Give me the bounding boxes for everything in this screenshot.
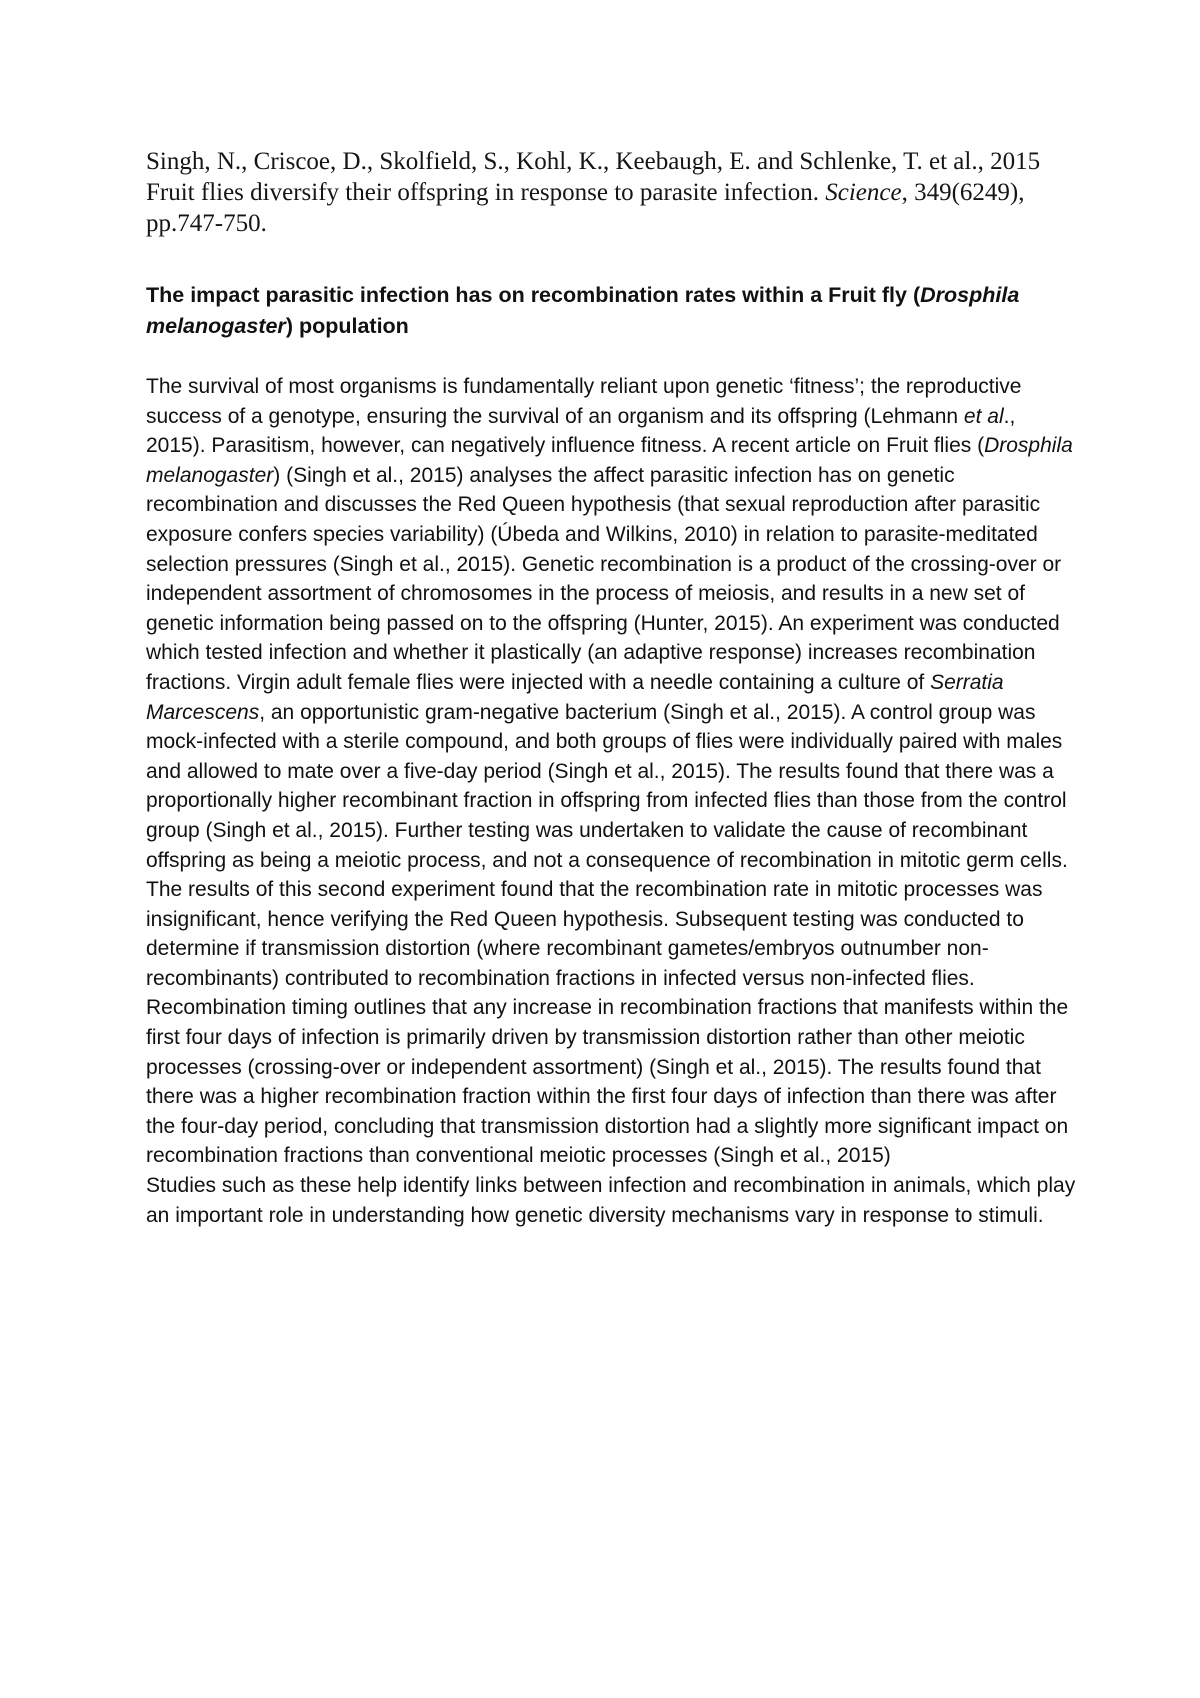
body-paragraph-1 (146, 372, 1076, 1171)
document-body (146, 372, 1076, 1230)
title-text-part1: The impact parasitic infection has on recombination rates within a Fruit fly ( (146, 283, 921, 307)
paragraph1-text-4: , an opportunistic gram-negative bacterium (Singh et al., 2015). A control group was mock-infected with a sterile compound, and both groups of flies were individually paired with males and allowed to mate over a five-day period (Singh et al., 2015). The results found that there was a proportionally higher recombinant fraction in offspring from infected flies than those from the control group (Singh et al., 2015). Further testing was undertaken to validate the cause of recombinant offspring as being a meiotic process, and not a consequence of recombination in mitotic germ cells. The results of this second experiment found that the recombination rate in mitotic processes was insignificant, hence verifying the Red Queen hypothesis. Subsequent testing was conducted to determine if transmission distortion (where recombinant gametes/embryos outnumber non-recombinants) contributed to recombination fractions in infected versus non-infected flies. Recombination timing outlines that any increase in recombination fractions that manifests within the first four days of infection is primarily driven by transmission distortion rather than other meiotic processes (crossing-over or independent assortment) (Singh et al., 2015). The results found that there was a higher recombination fraction within the first four days of infection than there was after the four-day period, concluding that transmission distortion had a slightly more significant impact on recombination fractions than conventional meiotic processes (Singh et al., 2015) (146, 700, 1069, 1168)
citation-journal: Science (825, 179, 902, 206)
citation-authors-title: Singh, N., Criscoe, D., Skolfield, S., Kohl, K., Keebaugh, E. and Schlenke, T. et al., 2015 Fruit flies diversify their offspring in response to parasite infection. (146, 148, 1041, 206)
paragraph1-et-al: et al (963, 404, 1004, 428)
paragraph1-text-2: ., 2015). Parasitism, however, can negatively influence fitness. A recent article on Fruit flies ( (146, 404, 1016, 458)
citation-volume-pages: , 349(6249), pp.747-750. (146, 179, 1025, 237)
title-species-name: Drosphila melanogaster (146, 283, 1020, 338)
paragraph1-species-name: Drosphila melanogaster (146, 434, 1073, 487)
paragraph1-bacterium-name: Serratia Marcescens (146, 670, 1004, 724)
reference-citation (146, 146, 1076, 239)
body-paragraph-2: Studies such as these help identify links between infection and recombination in animals, which play an important role in understanding how genetic diversity mechanisms vary in response to stimuli. (146, 1174, 1076, 1227)
title-text-part2: ) population (285, 314, 409, 338)
document-title (146, 280, 1076, 342)
paragraph1-text-1: The survival of most organisms is fundamentally reliant upon genetic ‘fitness’; the reproductive success of a genotype, ensuring the survival of an organism and its offspring (Lehmann (146, 375, 1022, 428)
paragraph1-text-3: ) (Singh et al., 2015) analyses the affect parasitic infection has on genetic recombination and discusses the Red Queen hypothesis (that sexual reproduction after parasitic exposure confers species variability) (Úbeda and Wilkins, 2010) in relation to parasite-meditated selection pressures (Singh et al., 2015). Genetic recombination is a product of the crossing-over or independent assortment of chromosomes in the process of meiosis, and results in a new set of genetic information being passed on to the offspring (Hunter, 2015). An experiment was conducted which tested infection and whether it plastically (an adaptive response) increases recombination fractions. Virgin adult female flies were injected with a needle containing a culture of (146, 463, 1062, 694)
